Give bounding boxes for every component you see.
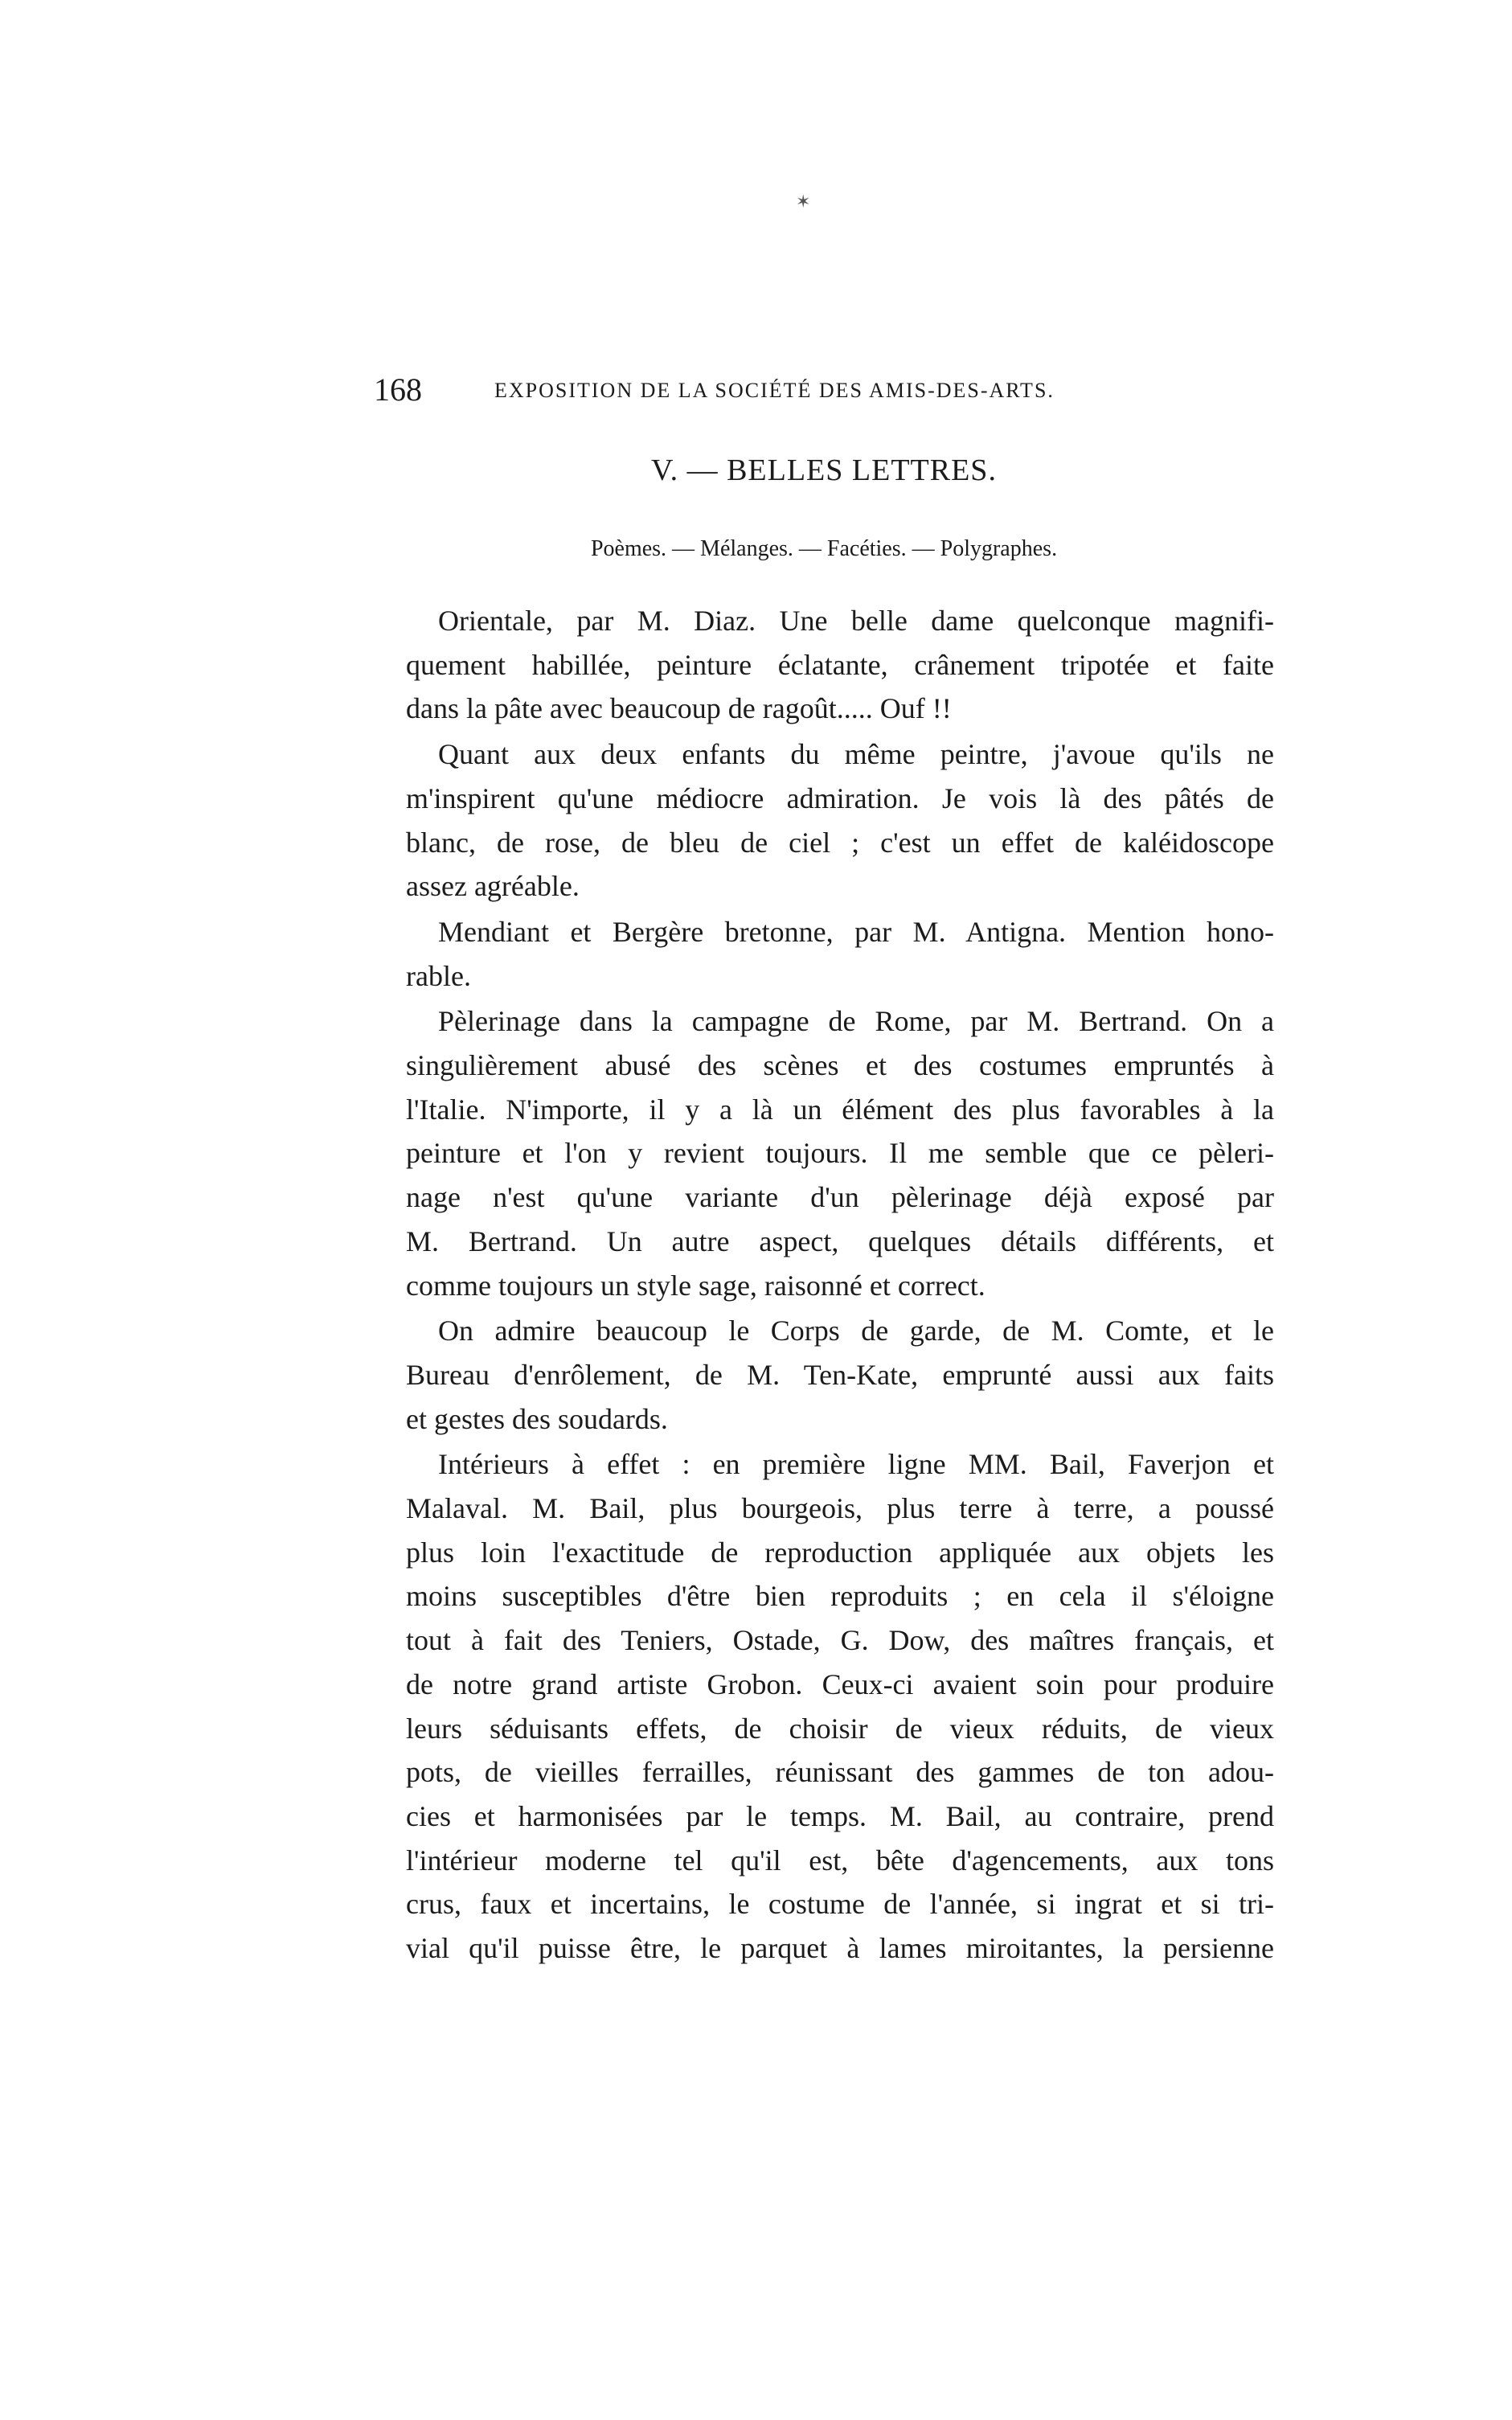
text-line: blanc, de rose, de bleu de ciel ; c'est un effet de kaléidoscope — [406, 826, 1274, 859]
section-title: V. — BELLES LETTRES. — [651, 453, 997, 487]
text-line: pots, de vieilles ferrailles, réunissant des gammes de ton adou- — [406, 1756, 1274, 1789]
text-line: Intérieurs à effet : en première ligne MM. Bail, Faverjon et — [438, 1448, 1274, 1481]
text-line: M. Bertrand. Un autre aspect, quelques détails différents, et — [406, 1224, 1274, 1257]
running-head — [374, 371, 1274, 408]
text-line: l'intérieur moderne tel qu'il est, bête d'agencements, aux tons — [406, 1844, 1274, 1877]
text-line: et gestes des soudards. — [406, 1402, 668, 1435]
paragraph-corps-de-garde — [374, 1309, 1274, 1441]
text-line: Bureau d'enrôlement, de M. Ten-Kate, emprunté aussi aux faits — [406, 1358, 1274, 1391]
text-line: comme toujours un style sage, raisonné et correct. — [406, 1269, 985, 1302]
text-line: de notre grand artiste Grobon. Ceux-ci avaient soin pour produire — [406, 1667, 1274, 1700]
body-text — [374, 599, 1274, 1972]
text-line: Orientale, par M. Diaz. Une belle dame quelconque magnifi- — [438, 605, 1274, 637]
text-line: assez agréable. — [406, 870, 580, 903]
text-line: quement habillée, peinture éclatante, crânement tripotée et faite — [406, 648, 1274, 681]
running-title: EXPOSITION DE LA SOCIÉTÉ DES AMIS-DES-ARTS. — [494, 379, 1055, 402]
text-line: plus loin l'exactitude de reproduction appliquée aux objets les — [406, 1536, 1274, 1569]
text-line: dans la pâte avec beaucoup de ragoût..... Ouf !! — [406, 692, 952, 725]
text-line: crus, faux et incertains, le costume de l'année, si ingrat et si tri- — [406, 1888, 1274, 1921]
text-line: vial qu'il puisse être, le parquet à lames miroitantes, la persienne — [406, 1932, 1274, 1965]
subsection-list: Poèmes. — Mélanges. — Facéties. — Polygraphes. — [590, 536, 1058, 561]
text-line: Malaval. M. Bail, plus bourgeois, plus terre à terre, a poussé — [406, 1492, 1274, 1525]
page-ornament-mark: ✶ — [796, 191, 811, 211]
text-line: leurs séduisants effets, de choisir de vieux réduits, de vieux — [406, 1712, 1274, 1745]
paragraph-deux-enfants — [374, 732, 1274, 909]
text-line: peinture et l'on y revient toujours. Il me semble que ce pèleri- — [406, 1137, 1274, 1170]
text-line: Pèlerinage dans la campagne de Rome, par M. Bertrand. On a — [438, 1005, 1274, 1038]
paragraph-pelerinage — [374, 999, 1274, 1307]
paragraph-interieurs — [374, 1442, 1274, 1970]
paragraph-mendiant — [374, 910, 1274, 998]
text-line: l'Italie. N'importe, il y a là un élément des plus favorables à la — [406, 1093, 1274, 1126]
text-line: rable. — [406, 959, 471, 992]
text-line: On admire beaucoup le Corps de garde, de M. Comte, et le — [438, 1315, 1274, 1347]
text-line: nage n'est qu'une variante d'un pèlerinage déjà exposé par — [406, 1181, 1274, 1214]
text-line: m'inspirent qu'une médiocre admiration. Je vois là des pâtés de — [406, 781, 1274, 814]
text-line: moins susceptibles d'être bien reproduits ; en cela il s'éloigne — [406, 1580, 1274, 1613]
text-line: singulièrement abusé des scènes et des costumes empruntés à — [406, 1049, 1274, 1082]
text-line: Mendiant et Bergère bretonne, par M. Antigna. Mention hono- — [438, 915, 1274, 948]
page-number: 168 — [374, 371, 422, 408]
text-line: tout à fait des Teniers, Ostade, G. Dow, des maîtres français, et — [406, 1624, 1274, 1657]
text-line: Quant aux deux enfants du même peintre, j'avoue qu'ils ne — [438, 738, 1274, 771]
paragraph-orientale — [374, 599, 1274, 731]
text-line: cies et harmonisées par le temps. M. Bail, au contraire, prend — [406, 1799, 1274, 1832]
